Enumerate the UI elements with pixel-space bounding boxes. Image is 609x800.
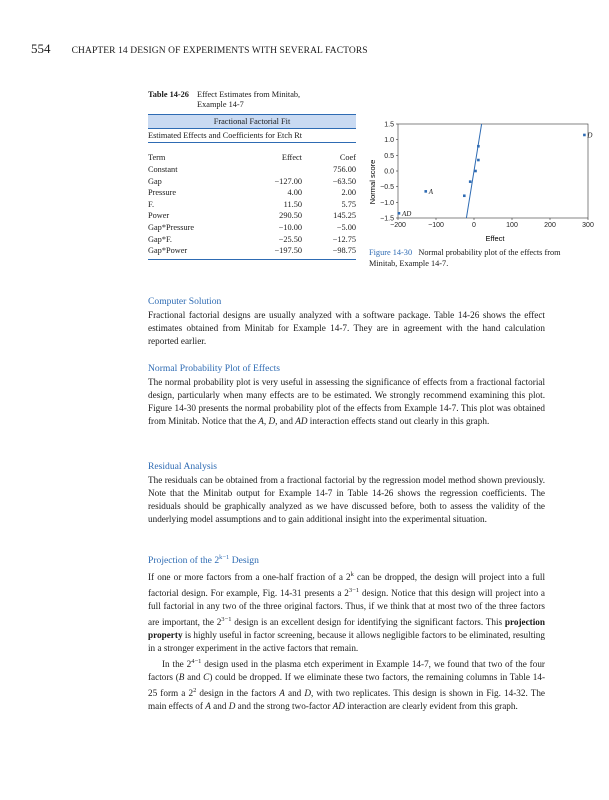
- data-point: [477, 145, 480, 148]
- y-tick-label: −1.5: [380, 215, 394, 223]
- y-tick-label: 0.0: [384, 168, 394, 176]
- data-point: [477, 159, 480, 162]
- running-head: [31, 41, 368, 57]
- reference-line: [466, 124, 481, 218]
- table-row: Gap −127.00 −63.50: [148, 176, 356, 186]
- effects-table: [148, 114, 356, 260]
- table-title: Effect Estimates from Minitab, Example 14-7: [197, 90, 301, 109]
- x-tick-label: 300: [582, 222, 594, 229]
- table-bottom-rule: [148, 259, 356, 260]
- table-row: Power 290.50 145.25: [148, 211, 356, 221]
- table-label: Table 14-26: [148, 90, 189, 99]
- col-effect: Effect: [281, 153, 302, 162]
- heading-computer-solution: Computer Solution: [148, 296, 222, 307]
- figure-caption-text: Normal probability plot of the effects from Minitab, Example 14-7.: [369, 248, 561, 268]
- data-point: [398, 212, 401, 215]
- table-row: Pressure 4.00 2.00: [148, 188, 356, 198]
- table-caption: [148, 90, 317, 110]
- point-label: D: [587, 131, 593, 140]
- plot-frame: [398, 124, 588, 218]
- x-tick-label: −100: [428, 222, 444, 229]
- page-number: 554: [31, 41, 51, 56]
- x-axis-label: Effect: [485, 234, 505, 243]
- y-axis-label: Normal score: [368, 159, 377, 205]
- table-row: Gap*Power −197.50 −98.75: [148, 246, 356, 256]
- x-tick-label: 200: [544, 222, 556, 229]
- figure-caption: [369, 248, 584, 269]
- y-tick-label: 0.5: [384, 152, 394, 160]
- y-tick-label: −1.0: [380, 199, 394, 207]
- chapter-title: CHAPTER 14 DESIGN OF EXPERIMENTS WITH SEVERAL FACTORS: [71, 46, 368, 56]
- point-label: A: [428, 187, 434, 196]
- paragraph-projection: If one or more factors from a one-half fraction of a 2$^k$ can be dropped, the design will project into a full factorial design. For example, Fig. 14-31 presents a $2^{3-1}$ design. Notice that this design will project into a full factorial in any two of the three original factors. Thus, if we think that at most two of the three factors are important, the $2^{3-1}$ design is an excellent design for identifying the significant factors. This projection property is highly useful in factor screening, because it allows negligible factors to be eliminated, resulting in a stronger experiment in the active factors that remain. In the $2^{4-1}$ design used in the plasma etch experiment in Example 14-7, we found that two of the four factors (B and C) could be dropped. If we eliminate these two factors, the remaining columns in Table 14-25 form a $2^2$ design in the factors A and D, with two replicates. This design is shown in Fig. 14-32. The main effects of A and D and the strong two-factor AD interaction are clearly evident from this graph.: [148, 571, 546, 712]
- data-point: [424, 190, 427, 193]
- x-tick-label: −200: [390, 222, 406, 229]
- paragraph-residual-analysis: The residuals can be obtained from a fractional factorial by the regression model method shown previously. Note that the Minitab output for Example 14-7 in Table 14-26 shows the regression coefficients. The residuals should be graphically analyzed as we have discussed before, both to assess the validity of the underlying model assumptions and to gain additional insight into the experimental situation.: [148, 475, 545, 524]
- y-tick-label: 1.0: [384, 137, 394, 145]
- data-point: [469, 180, 472, 183]
- heading-projection: Projection of the $2^{k-1}$ Design: [148, 554, 259, 567]
- heading-normal-plot: Normal Probability Plot of Effects: [148, 363, 280, 374]
- x-tick-label: 0: [472, 222, 476, 229]
- table-row: Constant 756.00: [148, 165, 356, 174]
- point-label: AD: [401, 209, 412, 218]
- data-point: [463, 194, 466, 197]
- table-band: Fractional Factorial Fit: [148, 114, 356, 129]
- x-tick-label: 100: [506, 222, 518, 229]
- paragraph-normal-plot: The normal probability plot is very useful in assessing the significance of effects from a fractional factorial design, particularly when many effects are to be estimated. We strongly recommend examining this plot. Figure 14-30 presents the normal probability plot of the effects from Example 14-7. This plot was obtained from Minitab. Notice that the A, D, and AD interaction effects stand out clearly in this graph.: [148, 377, 545, 426]
- data-point: [474, 170, 477, 173]
- col-term: Term: [148, 153, 166, 162]
- normal-probability-plot: [352, 116, 592, 244]
- data-point: [583, 134, 586, 137]
- table-subtitle: Estimated Effects and Coefficients for Etch Rt: [148, 129, 356, 143]
- heading-residual-analysis: Residual Analysis: [148, 461, 218, 472]
- table-row: Gap*F. −25.50 −12.75: [148, 234, 356, 244]
- y-tick-label: 1.5: [384, 121, 394, 129]
- paragraph-computer-solution: Fractional factorial designs are usually analyzed with a software package. Table 14-26 shows the effect estimates obtained from Minitab for Example 14-7. They are in agreement with the hand calculation reported earlier.: [148, 310, 545, 346]
- col-coef: Coef: [339, 153, 356, 162]
- table-header: [148, 152, 356, 164]
- table-row: F. 11.50 5.75: [148, 199, 356, 209]
- table-row: Gap*Pressure −10.00 −5.00: [148, 222, 356, 232]
- y-tick-label: −0.5: [380, 184, 394, 192]
- figure-label: Figure 14-30: [369, 248, 413, 257]
